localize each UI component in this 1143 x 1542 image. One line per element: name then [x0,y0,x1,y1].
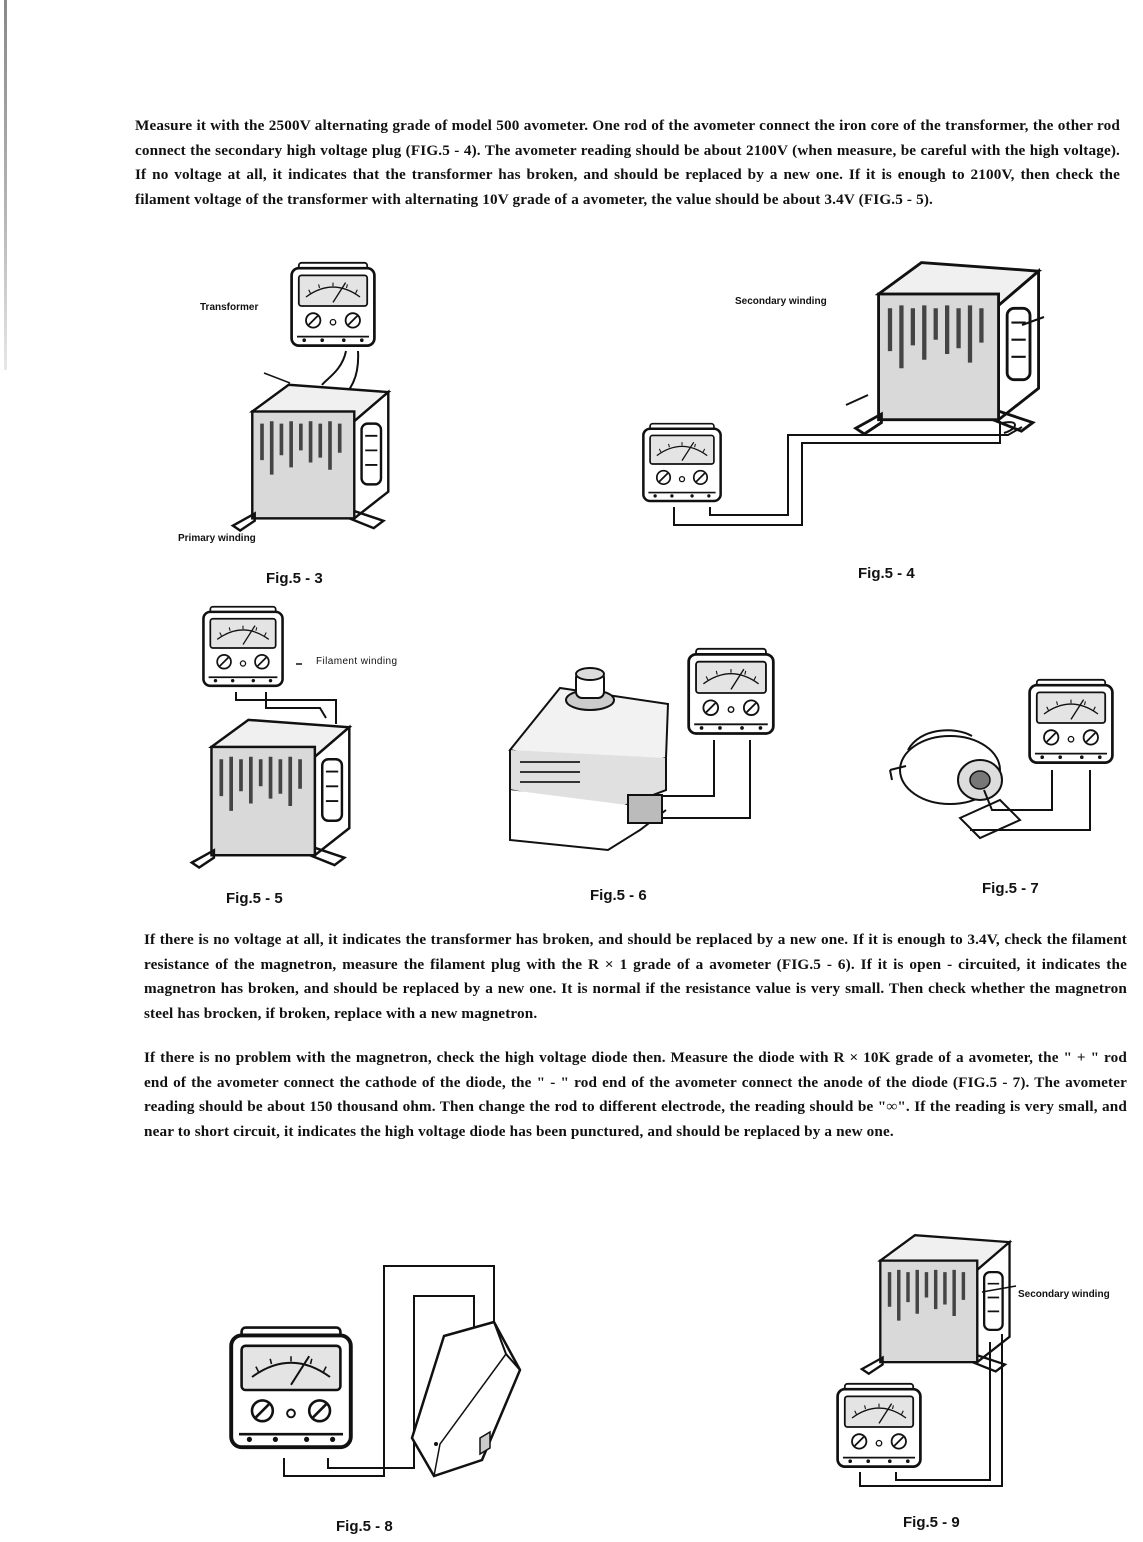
filament-winding-label: Filament winding [316,656,398,667]
magnetron-paragraph: If there is no voltage at all, it indicates the transformer has broken, and should be replaced by a new one. If it is enough to 3.4V, check the filament resistance of the magnetron, measure the filament plug with the R × 1 grade of a avometer (FIG.5 - 6). If it is open - circuited, it indicates the magnetron has broken, and should be replaced by a new one. It is normal if the resistance value is very small. Then check whether the magnetron steel has brocken, if broken, replace with a new magnetron. [144,931,1127,1022]
caption-fig-5-6: Fig.5 - 6 [590,887,647,904]
caption-fig-5-5: Fig.5 - 5 [226,890,283,907]
diode-paragraph: If there is no problem with the magnetron, check the high voltage diode then. Measure the diode with R × 10K grade of a avometer, the " + " rod end of the avometer connect the cathode of the diode, the " - " rod end of the avometer connect the anode of the diode (FIG.5 - 7). The avometer reading should be about 150 thousand ohm. Then change the rod to different electrode, the reading should be "∞". If the reading is very small, and near to short circuit, it indicates the high voltage diode has been punctured, and should be replaced by a new one. [144,1049,1127,1140]
intro-paragraph: Measure it with the 2500V alternating grade of model 500 avometer. One rod of the avometer connect the iron core of the transformer, the other rod connect the secondary high voltage plug (FIG.5 - 4). The avometer reading should be about 2100V (when measure, be careful with the high voltage). If no voltage at all, it indicates that the transformer has broken, and should be replaced by a new one. If it is enough to 2100V, then check the filament voltage of the transformer with alternating 10V grade of a avometer, the value should be about 3.4V (FIG.5 - 5). [135,117,1120,208]
caption-fig-5-9: Fig.5 - 9 [903,1514,960,1531]
figure-5-9-illustration [830,1222,1030,1507]
figure-5-3-illustration [218,255,398,545]
transformer-label: Transformer [200,302,259,313]
figure-5-7-illustration [880,670,1120,840]
scan-edge [4,0,7,370]
caption-fig-5-4: Fig.5 - 4 [858,565,915,582]
caption-fig-5-8: Fig.5 - 8 [336,1518,393,1535]
primary-winding-label: Primary winding [178,533,256,544]
figure-5-5-illustration [176,600,376,875]
figure-5-8-illustration [224,1262,534,1492]
caption-fig-5-3: Fig.5 - 3 [266,570,323,587]
caption-fig-5-7: Fig.5 - 7 [982,880,1039,897]
secondary-winding-label-fig9: Secondary winding [1018,1289,1110,1300]
figure-5-4-illustration [640,245,1060,535]
figure-5-6-illustration [500,640,790,855]
secondary-winding-label: Secondary winding [735,296,827,307]
